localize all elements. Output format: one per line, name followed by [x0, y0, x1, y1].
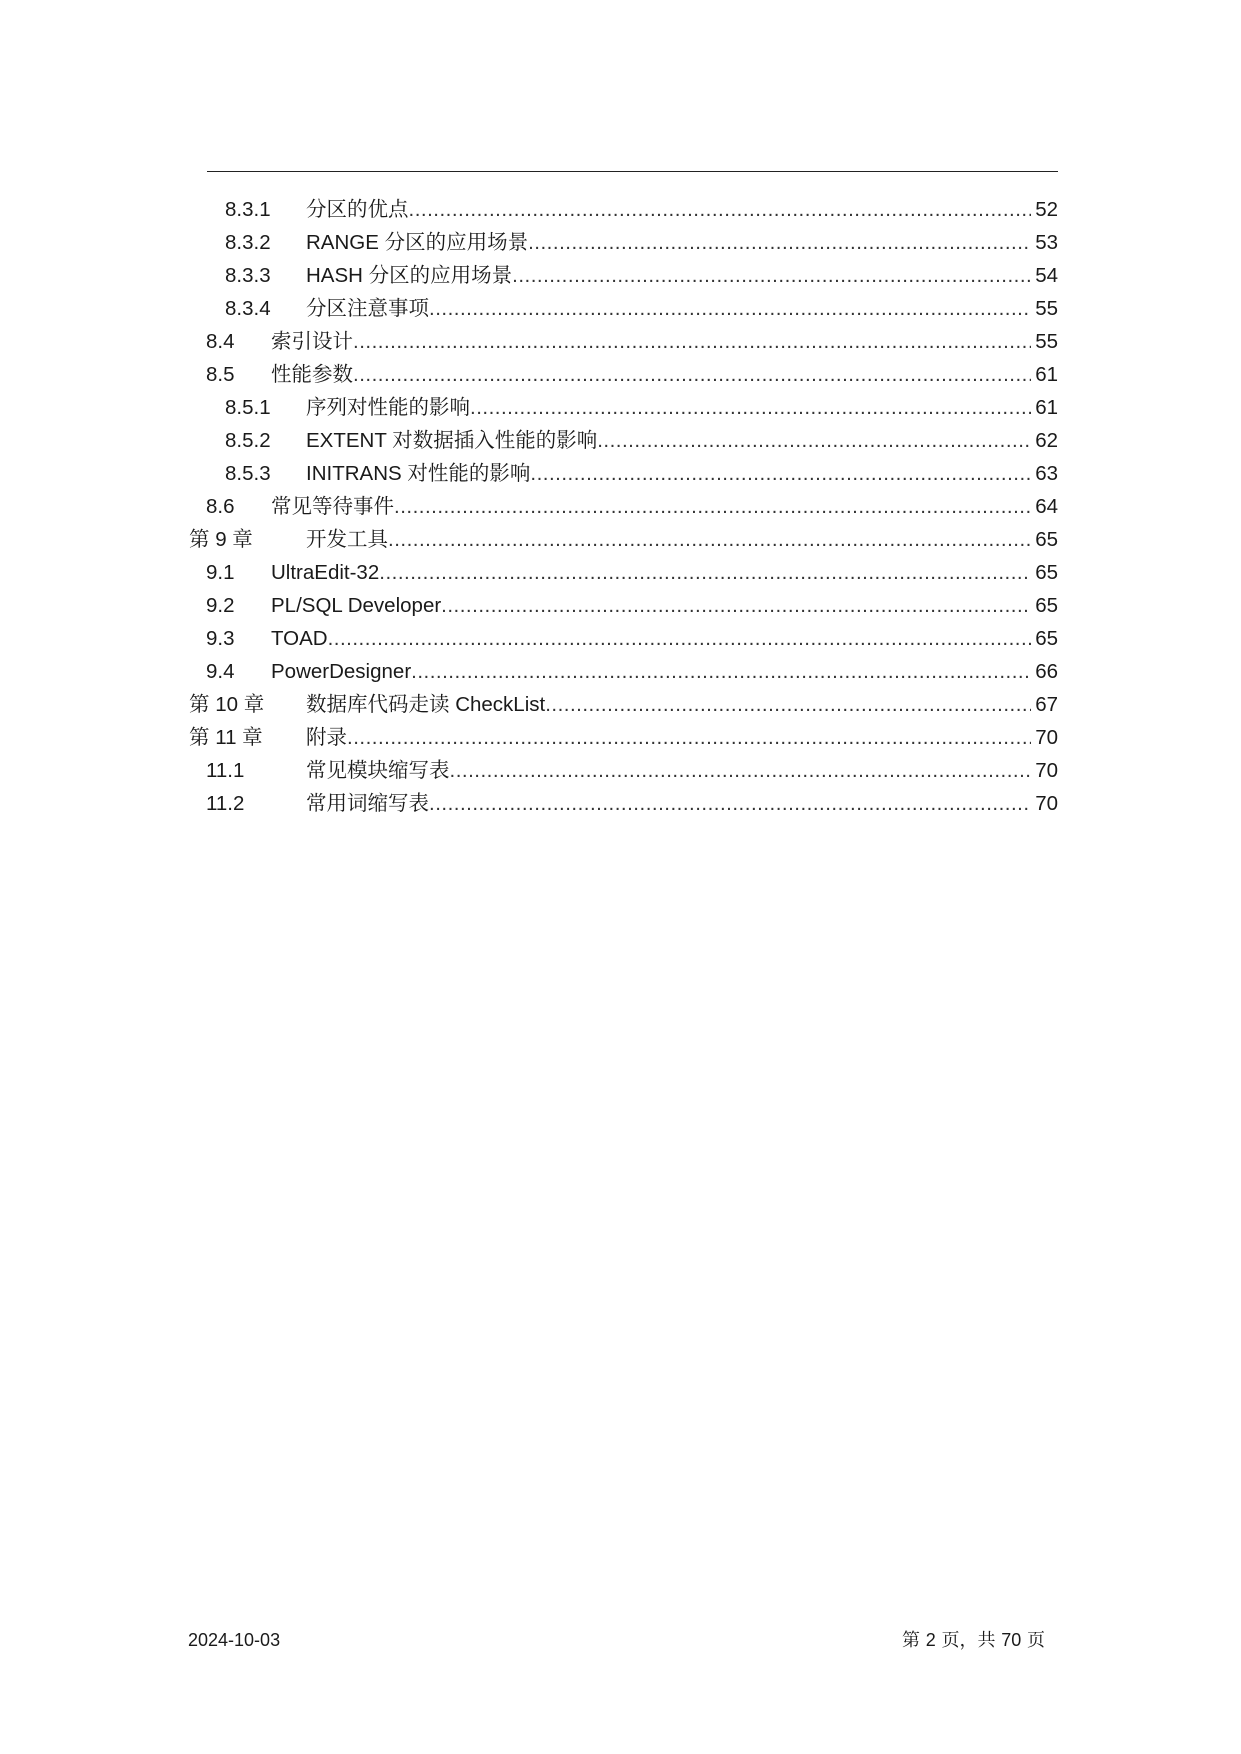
toc-entry[interactable] [0, 457, 1241, 490]
toc-entry[interactable] [0, 259, 1241, 292]
toc-entry-number: 8.4 [206, 330, 235, 353]
toc-entry-page: 65 [1033, 523, 1058, 556]
toc-entry-title: PowerDesigner [271, 660, 412, 683]
toc-entry-title: 开发工具 [306, 528, 388, 551]
dot-leader [512, 259, 1031, 292]
toc-entry-title: 常见等待事件 [271, 495, 394, 518]
toc-entry-number: 8.3.1 [225, 198, 271, 221]
dot-leader [429, 292, 1031, 325]
toc-entry[interactable] [0, 589, 1241, 622]
dot-leader [388, 523, 1031, 556]
toc-entry-page: 63 [1033, 457, 1058, 490]
toc-entry[interactable] [0, 688, 1241, 721]
toc-entry-number: 8.3.4 [225, 297, 271, 320]
toc-entry-page: 70 [1033, 787, 1058, 820]
toc-entry-page: 53 [1033, 226, 1058, 259]
toc-entry-page: 65 [1033, 556, 1058, 589]
toc-entry-title: UltraEdit-32 [271, 561, 380, 584]
toc-entry-number: 9.1 [206, 561, 235, 584]
header-rule [207, 171, 1058, 172]
toc-entry[interactable] [0, 391, 1241, 424]
dot-leader [530, 457, 1031, 490]
footer-page-suffix: 页 [1027, 1630, 1045, 1651]
toc-entry-number: 11.2 [206, 792, 245, 815]
toc-entry-number: 11.1 [206, 759, 245, 782]
toc-entry-page: 64 [1033, 490, 1058, 523]
toc-entry-title: PL/SQL Developer [271, 594, 442, 617]
dot-leader [597, 424, 1031, 457]
dot-leader [328, 622, 1031, 655]
toc-entry[interactable] [0, 787, 1241, 820]
dot-leader [441, 589, 1031, 622]
toc-entry-number: 8.5.1 [225, 396, 271, 419]
toc-entry-number: 9.3 [206, 627, 235, 650]
toc-entry-number: 8.3.3 [225, 264, 271, 287]
dot-leader [411, 655, 1031, 688]
dot-leader [545, 688, 1031, 721]
toc-entry[interactable] [0, 490, 1241, 523]
toc-entry-title: 性能参数 [271, 363, 353, 386]
toc-entry-page: 55 [1033, 325, 1058, 358]
toc-entry[interactable] [0, 358, 1241, 391]
toc-entry-number: 第 11 章 [189, 726, 263, 749]
toc-entry-page: 54 [1033, 259, 1058, 292]
toc-entry[interactable] [0, 292, 1241, 325]
toc-entry-title: EXTENT 对数据插入性能的影响 [306, 429, 598, 452]
toc-entry-number: 9.4 [206, 660, 235, 683]
toc-entry-title: 分区注意事项 [306, 297, 429, 320]
toc-entry-number: 第 9 章 [189, 528, 253, 551]
toc-entry-number: 8.5 [206, 363, 235, 386]
dot-leader [409, 193, 1032, 226]
toc-entry-page: 66 [1033, 655, 1058, 688]
toc-entry-title: INITRANS 对性能的影响 [306, 462, 531, 485]
footer-current-page: 2 [925, 1630, 936, 1650]
dot-leader [379, 556, 1031, 589]
toc-entry-page: 67 [1033, 688, 1058, 721]
footer-page-mid: 页，共 [941, 1630, 996, 1651]
toc-entry-page: 65 [1033, 622, 1058, 655]
toc-entry-number: 8.5.2 [225, 429, 271, 452]
toc-entry-page: 70 [1033, 721, 1058, 754]
toc-entry-title: HASH 分区的应用场景 [306, 264, 513, 287]
toc-entry[interactable] [0, 556, 1241, 589]
toc-entry[interactable] [0, 754, 1241, 787]
dot-leader [347, 721, 1031, 754]
footer-page-indicator [902, 1628, 1045, 1653]
toc-entry[interactable] [0, 193, 1241, 226]
dot-leader [528, 226, 1031, 259]
toc-entry[interactable] [0, 622, 1241, 655]
toc-entry-number: 8.6 [206, 495, 235, 518]
toc-entry-title: TOAD [271, 627, 328, 650]
toc-entry-page: 65 [1033, 589, 1058, 622]
toc-entry[interactable] [0, 523, 1241, 556]
toc-entry[interactable] [0, 325, 1241, 358]
toc-entry-title: 常用词缩写表 [306, 792, 429, 815]
footer-page-prefix: 第 [902, 1630, 921, 1651]
toc-entry-number: 9.2 [206, 594, 235, 617]
toc-entry-page: 61 [1033, 358, 1058, 391]
dot-leader [394, 490, 1031, 523]
toc-entry-title: 附录 [306, 726, 347, 749]
toc-entry-page: 61 [1033, 391, 1058, 424]
toc-entry-title: RANGE 分区的应用场景 [306, 231, 529, 254]
toc-entry[interactable] [0, 226, 1241, 259]
toc-entry-title: 常见模块缩写表 [306, 759, 450, 782]
table-of-contents [0, 193, 1241, 820]
footer-total-pages: 70 [1001, 1630, 1022, 1650]
toc-entry-number: 8.3.2 [225, 231, 271, 254]
toc-entry-page: 52 [1033, 193, 1058, 226]
toc-entry-title: 索引设计 [271, 330, 353, 353]
dot-leader [429, 787, 1031, 820]
toc-entry-page: 62 [1033, 424, 1058, 457]
dot-leader [450, 754, 1032, 787]
dot-leader [353, 325, 1031, 358]
toc-entry-number: 第 10 章 [189, 693, 265, 716]
toc-entry-title: 分区的优点 [306, 198, 409, 221]
dot-leader [353, 358, 1031, 391]
toc-entry-title: 数据库代码走读 CheckList [306, 693, 546, 716]
dot-leader [470, 391, 1031, 424]
toc-entry-page: 70 [1033, 754, 1058, 787]
toc-entry-page: 55 [1033, 292, 1058, 325]
toc-entry[interactable] [0, 424, 1241, 457]
toc-entry[interactable] [0, 721, 1241, 754]
toc-entry[interactable] [0, 655, 1241, 688]
footer-date: 2024-10-03 [188, 1630, 281, 1650]
toc-entry-number: 8.5.3 [225, 462, 271, 485]
toc-entry-title: 序列对性能的影响 [306, 396, 470, 419]
